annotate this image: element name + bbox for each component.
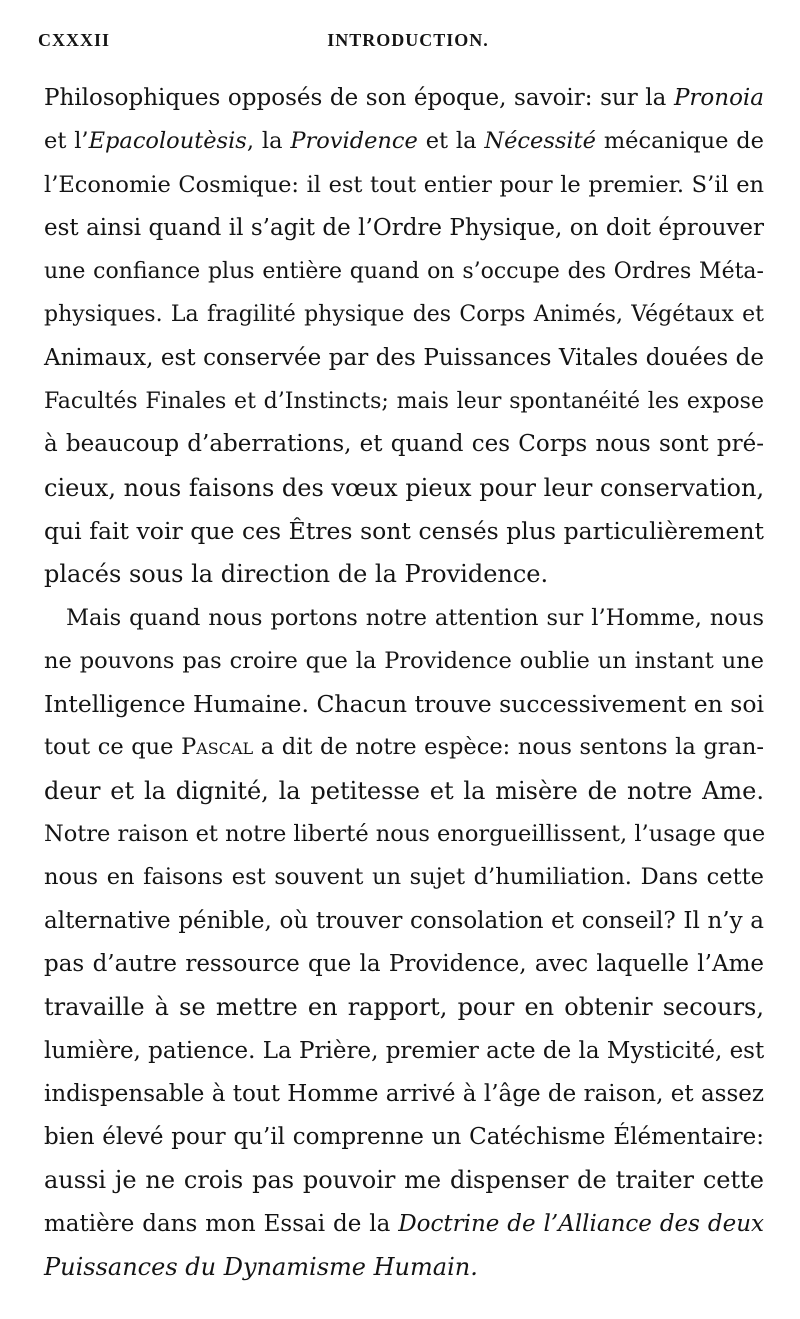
- text-line: [44, 770, 764, 813]
- text-run: et l’: [44, 128, 89, 155]
- text-line: [44, 250, 764, 293]
- text-run: physiques. La fragilité physique des Corps Animés, Végétaux et: [44, 302, 764, 328]
- text-line: [44, 986, 764, 1029]
- text-line: [44, 597, 764, 640]
- text-line: [44, 120, 764, 163]
- text-line: [44, 337, 764, 380]
- text-line: [44, 510, 764, 553]
- text-run: ne pouvons pas croire que la Providence oublie un instant une: [44, 647, 764, 674]
- text-run: mécanique de: [595, 128, 764, 155]
- body-text: [44, 77, 764, 1289]
- text-line: [44, 640, 764, 683]
- text-run: , la: [246, 128, 291, 155]
- small-caps-text: Pascal: [181, 734, 254, 761]
- text-run: Notre raison et notre liberté nous enorgueillissent, l’usage que: [44, 821, 766, 848]
- text-line: [44, 1246, 764, 1289]
- text-line: [44, 1073, 764, 1116]
- text-run: indispensable à tout Homme arrivé à l’âge de raison, et assez: [44, 1080, 764, 1107]
- text-run: à beaucoup d’aberrations, et quand ces Corps nous sont pré-: [44, 431, 764, 458]
- text-line: [44, 683, 764, 726]
- italic-text: Epacoloutèsis: [88, 128, 247, 155]
- text-line: [44, 380, 764, 423]
- text-run: aussi je ne crois pas pouvoir me dispenser de traiter cette: [44, 1166, 764, 1195]
- text-run: travaille à se mettre en rapport, pour en obtenir secours,: [44, 993, 764, 1022]
- italic-text: Nécessité: [484, 128, 596, 155]
- italic-text: Pronoia: [673, 85, 764, 111]
- text-line: [44, 423, 764, 466]
- text-run: Philosophiques opposés de son époque, savoir: sur la: [44, 85, 674, 111]
- text-line: [44, 1159, 764, 1202]
- text-run: placés sous la direction de la Providence.: [44, 560, 549, 589]
- italic-text: Providence: [290, 128, 418, 155]
- text-line: [44, 77, 764, 120]
- text-line: [44, 943, 764, 986]
- text-line: [44, 726, 764, 769]
- text-line: [44, 813, 764, 856]
- text-line: [44, 1030, 764, 1073]
- text-run: est ainsi quand il s’agit de l’Ordre Physique, on doit éprouver: [44, 214, 764, 241]
- text-run: qui fait voir que ces Êtres sont censés plus particulièrement: [44, 516, 764, 545]
- text-run: deur et la dignité, la petitesse et la misère de notre Ame.: [44, 776, 764, 805]
- text-run: matière dans mon Essai de la: [44, 1210, 399, 1237]
- text-line: [44, 1116, 764, 1159]
- page-number: CXXXII: [38, 30, 111, 50]
- text-run: pas d’autre ressource que la Providence, avec laquelle l’Ame: [44, 950, 764, 977]
- text-line: [44, 1203, 764, 1246]
- text-run: une confiance plus entière quand on s’occupe des Ordres Méta-: [44, 259, 764, 285]
- text-line: [44, 856, 764, 899]
- text-run: cieux, nous faisons des vœux pieux pour leur conservation,: [44, 473, 765, 502]
- text-line: [44, 900, 764, 943]
- text-run: alternative pénible, où trouver consolation et conseil? Il n’y a: [44, 907, 764, 934]
- text-line: [44, 207, 764, 250]
- text-line: [44, 553, 764, 596]
- italic-text: Puissances du Dynamisme Humain.: [44, 1253, 478, 1282]
- text-run: Facultés Finales et d’Instincts; mais leur spontanéité les expose: [44, 389, 764, 415]
- italic-text: Doctrine de l’Alliance des deux: [398, 1210, 764, 1237]
- page-header: [38, 30, 778, 60]
- text-run: lumière, patience. La Prière, premier acte de la Mysticité, est: [44, 1037, 765, 1064]
- text-run: a dit de notre espèce: nous sentons la gran-: [253, 734, 765, 761]
- text-run: l’Economie Cosmique: il est tout entier pour le premier. S’il en: [44, 171, 764, 198]
- text-run: nous en faisons est souvent un sujet d’humiliation. Dans cette: [44, 864, 764, 891]
- text-run: tout ce que: [44, 734, 182, 761]
- running-title: INTRODUCTION.: [327, 30, 489, 50]
- text-run: Animaux, est conservée par des Puissances Vitales douées de: [44, 344, 764, 371]
- text-run: Intelligence Humaine. Chacun trouve successivement en soi: [44, 690, 764, 719]
- text-line: [44, 164, 764, 207]
- text-run: et la: [417, 128, 485, 155]
- text-run: bien élevé pour qu’il comprenne un Catéchisme Élémentaire:: [44, 1124, 764, 1151]
- text-line: [44, 293, 764, 336]
- text-run: Mais quand nous portons notre attention sur l’Homme, nous: [66, 604, 764, 631]
- text-line: [44, 467, 764, 510]
